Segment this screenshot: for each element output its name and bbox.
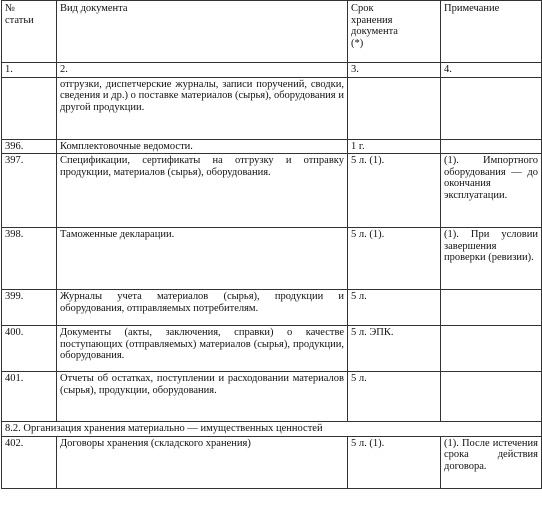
- row-number: 396.: [2, 139, 57, 154]
- table-row: [2, 372, 542, 422]
- note: (1). Импортного оборудования — до окончания эксплуатации.: [441, 154, 542, 228]
- retention-period: 5 л.: [348, 290, 441, 326]
- document-type-text: Спецификации, сертификаты на отгрузку и отправку продукции, материалов (сырья), оборудования.: [57, 154, 348, 228]
- table-row: [2, 326, 542, 372]
- note: [441, 77, 542, 139]
- note: (1). При условии завершения проверки (ревизии).: [441, 228, 542, 290]
- note: [441, 326, 542, 372]
- column-number: 2.: [57, 63, 348, 78]
- document-type-text: отгрузки, диспетчерские журналы, записи поручений, сводки, сведения и др.) о поставке материалов (сырья), оборудования и другой продукции.: [57, 77, 348, 139]
- table-row: [2, 77, 542, 139]
- header-retention-period: Срок хранения документа (*): [348, 1, 441, 63]
- note: [441, 372, 542, 422]
- table-row: [2, 154, 542, 228]
- row-number: 398.: [2, 228, 57, 290]
- header-document-type: Вид документа: [57, 1, 348, 63]
- row-number: 397.: [2, 154, 57, 228]
- section-heading-row: [2, 422, 542, 437]
- retention-table: [1, 0, 542, 489]
- column-numbers-row: [2, 63, 542, 78]
- retention-period: 5 л. ЭПК.: [348, 326, 441, 372]
- retention-period: 5 л. (1).: [348, 154, 441, 228]
- row-number: 400.: [2, 326, 57, 372]
- document-type-text: Журналы учета материалов (сырья), продукции и оборудования, отправляемых потребителям.: [57, 290, 348, 326]
- row-number: [2, 77, 57, 139]
- header-article-number: № статьи: [2, 1, 57, 63]
- column-number: 3.: [348, 63, 441, 78]
- table-header-row: [2, 1, 542, 63]
- row-number: 402.: [2, 436, 57, 488]
- row-number: 401.: [2, 372, 57, 422]
- table-row: [2, 436, 542, 488]
- document-type-text: Документы (акты, заключения, справки) о качестве поступающих (отправляемых) материалов (сырья), продукции, оборудования.: [57, 326, 348, 372]
- retention-period: [348, 77, 441, 139]
- column-number: 4.: [441, 63, 542, 78]
- document-type-text: Отчеты об остатках, поступлении и расходовании материалов (сырья), продукции, оборудования.: [57, 372, 348, 422]
- retention-period: 1 г.: [348, 139, 441, 154]
- section-heading: 8.2. Организация хранения материально — имущественных ценностей: [2, 422, 542, 437]
- document-type-text: Комплектовочные ведомости.: [57, 139, 348, 154]
- document-type-text: Договоры хранения (складского хранения): [57, 436, 348, 488]
- retention-period: 5 л. (1).: [348, 436, 441, 488]
- retention-period: 5 л.: [348, 372, 441, 422]
- note: [441, 290, 542, 326]
- row-number: 399.: [2, 290, 57, 326]
- note: [441, 139, 542, 154]
- table-row: [2, 139, 542, 154]
- table-row: [2, 290, 542, 326]
- table-row: [2, 228, 542, 290]
- retention-period: 5 л. (1).: [348, 228, 441, 290]
- header-note: Примечание: [441, 1, 542, 63]
- note: (1). После истечения срока действия договора.: [441, 436, 542, 488]
- column-number: 1.: [2, 63, 57, 78]
- document-type-text: Таможенные декларации.: [57, 228, 348, 290]
